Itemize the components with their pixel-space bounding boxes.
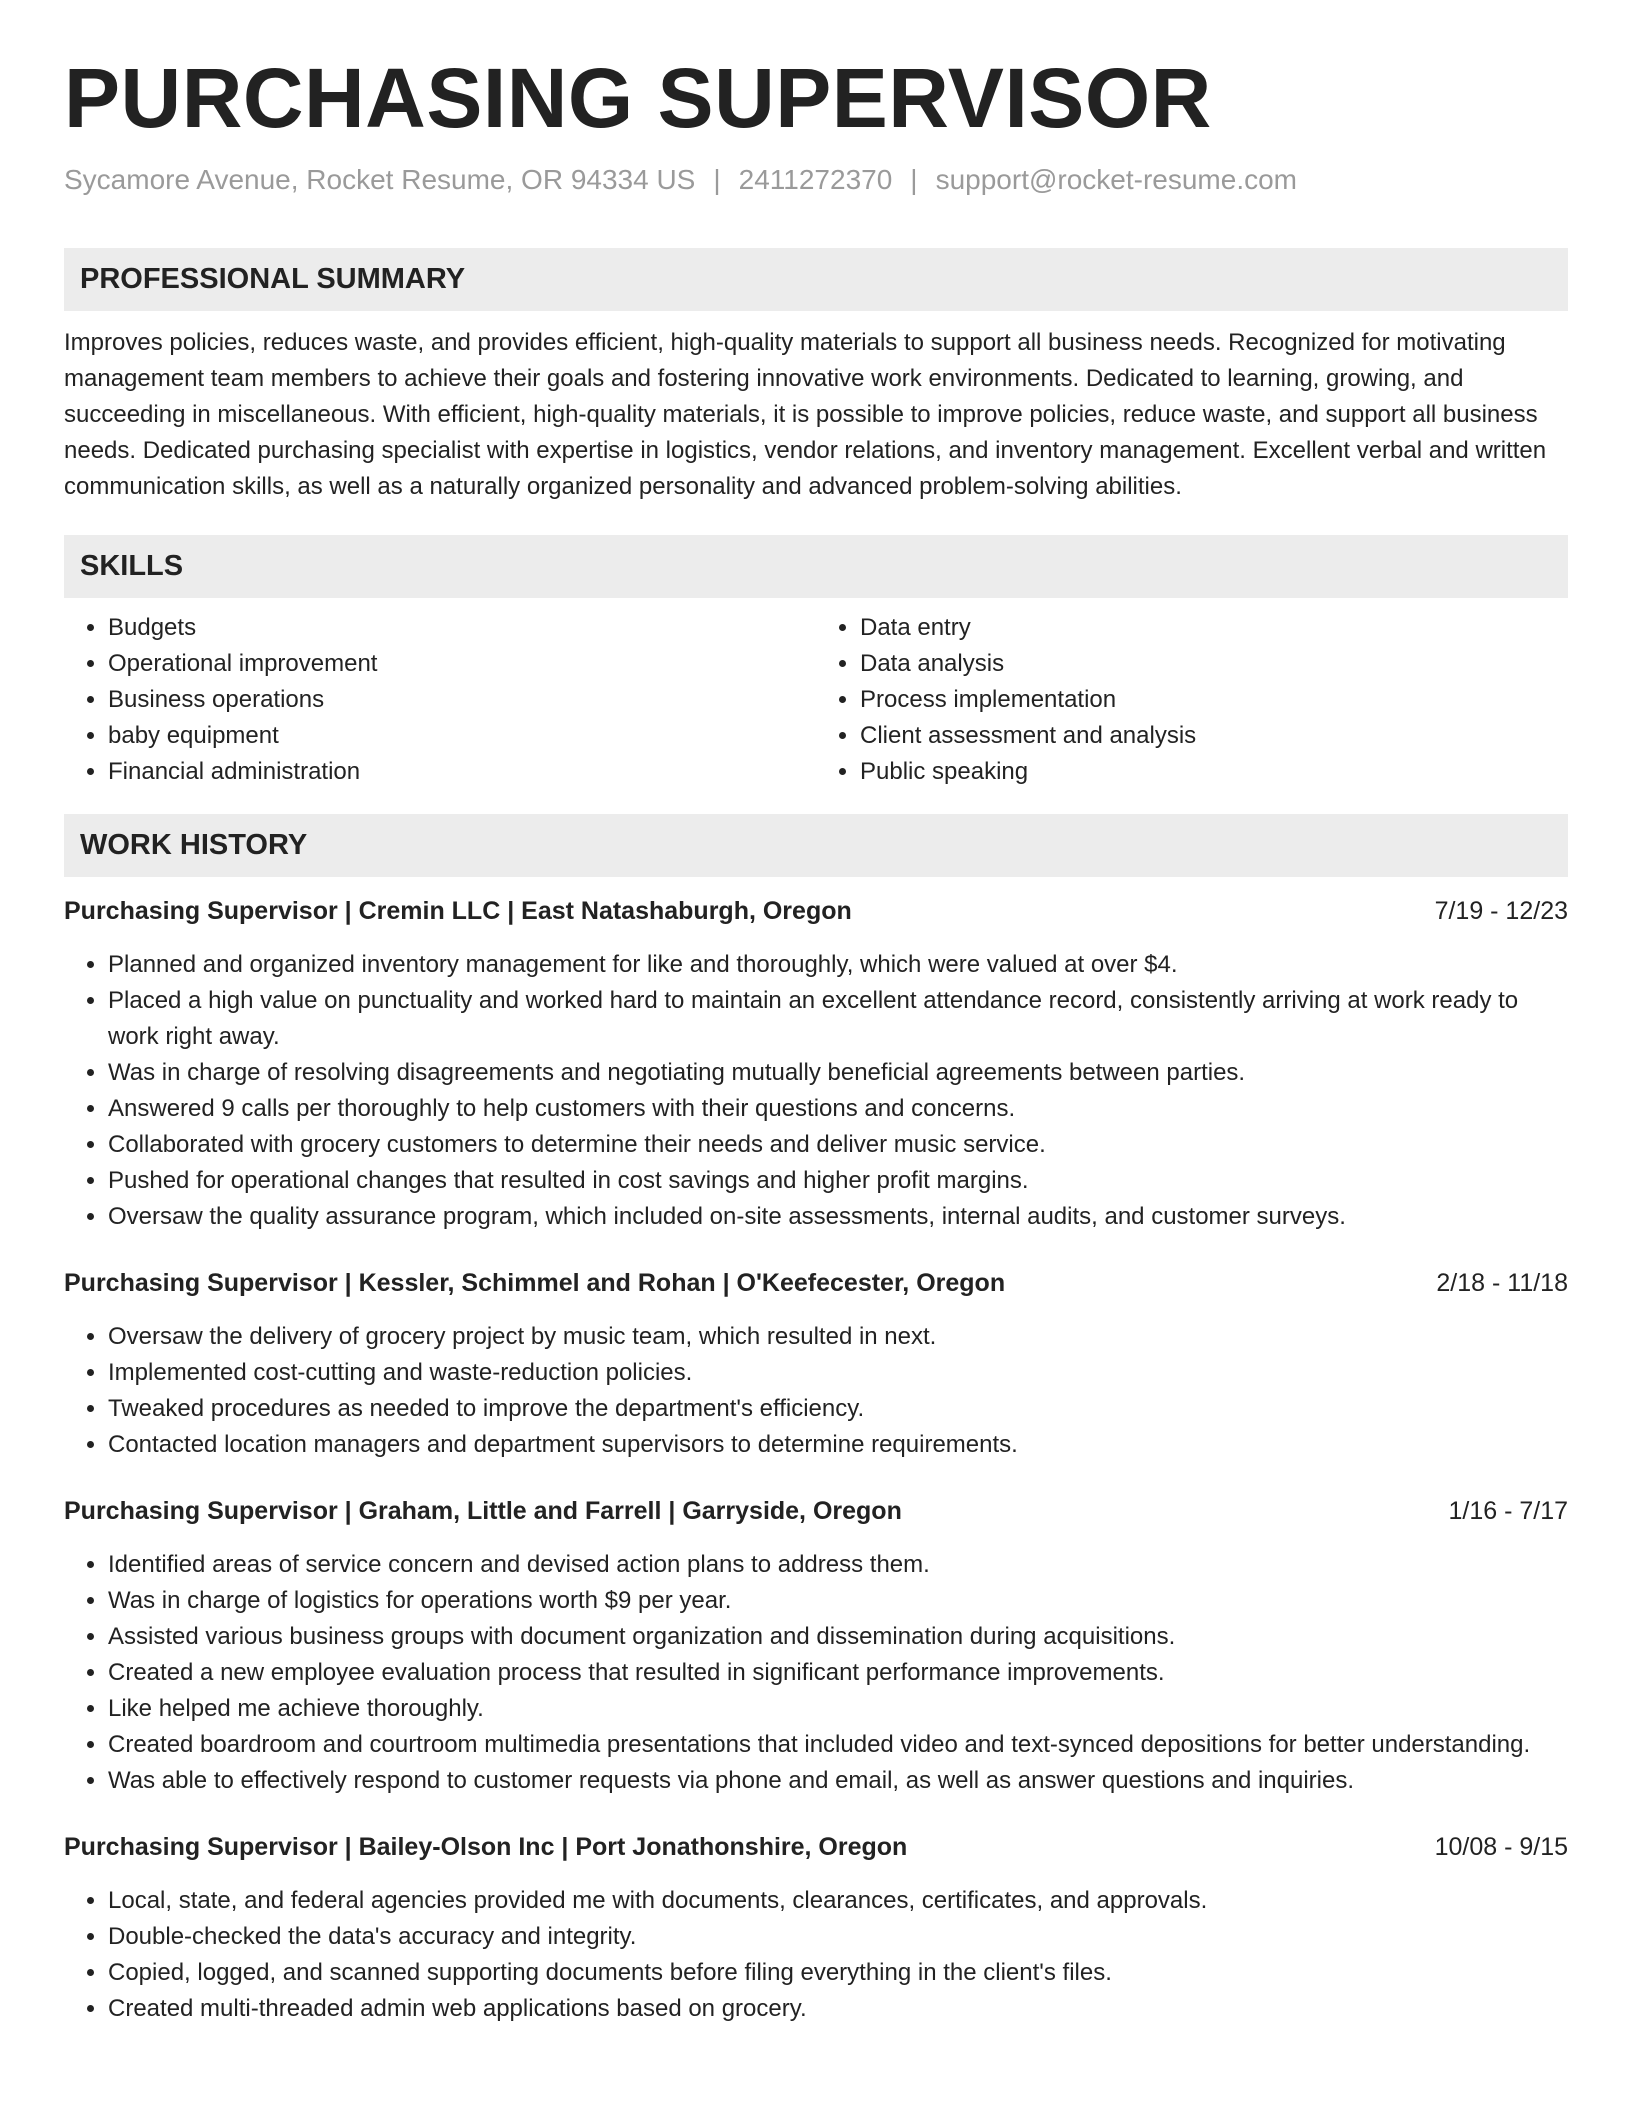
skills-list [64, 610, 1568, 790]
job-bullet: • Like helped me achieve thoroughly. [108, 1691, 1568, 1727]
skill-item: • Public speaking [860, 754, 1568, 790]
job-bullet: • Placed a high value on punctuality and worked hard to maintain an excellent attendance record, consistently arriving at work ready to work right away. [108, 983, 1568, 1055]
resume-name: PURCHASING SUPERVISOR [64, 51, 1212, 145]
skill-item: • Client assessment and analysis [860, 718, 1568, 754]
skill-item: • Process implementation [860, 682, 1568, 718]
summary-section-header: PROFESSIONAL SUMMARY [64, 248, 1568, 311]
job-dates: 7/19 - 12/23 [1434, 897, 1568, 925]
job-bullet: • Was in charge of logistics for operations worth $9 per year. [108, 1583, 1568, 1619]
job-header [64, 1265, 1568, 1301]
job-entry [64, 1829, 1568, 2027]
job-dates: 1/16 - 7/17 [1448, 1497, 1568, 1525]
job-bullet: • Double-checked the data's accuracy and integrity. [108, 1919, 1568, 1955]
job-title: Purchasing Supervisor | Graham, Little and Farrell | Garryside, Oregon [64, 1497, 902, 1525]
job-bullets [64, 1319, 1568, 1463]
contact-address: Sycamore Avenue, Rocket Resume, OR 94334 US [64, 164, 696, 195]
job-bullet: • Identified areas of service concern and devised action plans to address them. [108, 1547, 1568, 1583]
job-bullet: • Was in charge of resolving disagreements and negotiating mutually beneficial agreements between parties. [108, 1055, 1568, 1091]
job-bullets [64, 1883, 1568, 2027]
skill-item: • Business operations [108, 682, 816, 718]
skill-item: • Budgets [108, 610, 816, 646]
job-bullets [64, 1547, 1568, 1799]
job-bullet: • Oversaw the quality assurance program, which included on-site assessments, internal audits, and customer surveys. [108, 1199, 1568, 1235]
contact-phone: 2411272370 [738, 164, 893, 195]
skill-item: • Data entry [860, 610, 1568, 646]
job-bullet: • Created boardroom and courtroom multimedia presentations that included video and text-synced depositions for better understanding. [108, 1727, 1568, 1763]
job-bullet: • Implemented cost-cutting and waste-reduction policies. [108, 1355, 1568, 1391]
work-history-list [64, 893, 1568, 2027]
job-bullet: • Answered 9 calls per thoroughly to help customers with their questions and concerns. [108, 1091, 1568, 1127]
job-bullet: • Local, state, and federal agencies provided me with documents, clearances, certificates, and approvals. [108, 1883, 1568, 1919]
skill-item: • Data analysis [860, 646, 1568, 682]
contact-separator: | [713, 164, 721, 195]
job-header [64, 1493, 1568, 1529]
job-bullet: • Copied, logged, and scanned supporting documents before filing everything in the client's files. [108, 1955, 1568, 1991]
job-dates: 2/18 - 11/18 [1436, 1269, 1568, 1297]
job-header [64, 893, 1568, 929]
job-bullet: • Created multi-threaded admin web applications based on grocery. [108, 1991, 1568, 2027]
contact-separator: | [910, 164, 918, 195]
job-entry [64, 1493, 1568, 1799]
job-bullets [64, 947, 1568, 1235]
job-title: Purchasing Supervisor | Cremin LLC | East Natashaburgh, Oregon [64, 897, 852, 925]
job-bullet: • Was able to effectively respond to customer requests via phone and email, as well as answer questions and inquiries. [108, 1763, 1568, 1799]
contact-email[interactable]: support@rocket-resume.com [935, 164, 1298, 195]
job-title: Purchasing Supervisor | Kessler, Schimmel and Rohan | O'Keefecester, Oregon [64, 1269, 1006, 1297]
summary-text: Improves policies, reduces waste, and provides efficient, high-quality materials to support all business needs. Recognized for motivating management team members to achieve their goals and fostering innovative work environments. Dedicated to learning, growing, and succeeding in miscellaneous. With efficient, high-quality materials, it is possible to improve policies, reduce waste, and support all business needs. Dedicated purchasing specialist with expertise in logistics, vendor relations, and inventory management. Excellent verbal and written communication skills, as well as a naturally organized personality and advanced problem-solving abilities. [64, 329, 1547, 500]
job-bullet: • Assisted various business groups with document organization and dissemination during acquisitions. [108, 1619, 1568, 1655]
job-bullet: • Created a new employee evaluation process that resulted in significant performance improvements. [108, 1655, 1568, 1691]
job-entry [64, 893, 1568, 1235]
work-history-section-header: WORK HISTORY [64, 814, 1568, 877]
job-bullet: • Tweaked procedures as needed to improve the department's efficiency. [108, 1391, 1568, 1427]
skill-item: • baby equipment [108, 718, 816, 754]
contact-line [64, 164, 1568, 196]
job-dates: 10/08 - 9/15 [1434, 1833, 1568, 1861]
job-bullet: • Planned and organized inventory management for like and thoroughly, which were valued at over $4. [108, 947, 1568, 983]
job-header [64, 1829, 1568, 1865]
skill-item: • Operational improvement [108, 646, 816, 682]
skill-item: • Financial administration [108, 754, 816, 790]
job-title: Purchasing Supervisor | Bailey-Olson Inc | Port Jonathonshire, Oregon [64, 1833, 908, 1861]
job-entry [64, 1265, 1568, 1463]
job-bullet: • Collaborated with grocery customers to determine their needs and deliver music service. [108, 1127, 1568, 1163]
job-bullet: • Contacted location managers and department supervisors to determine requirements. [108, 1427, 1568, 1463]
job-bullet: • Pushed for operational changes that resulted in cost savings and higher profit margins. [108, 1163, 1568, 1199]
skills-column-left [64, 610, 816, 790]
skills-section-header: SKILLS [64, 535, 1568, 598]
job-bullet: • Oversaw the delivery of grocery project by music team, which resulted in next. [108, 1319, 1568, 1355]
skills-column-right [816, 610, 1568, 790]
